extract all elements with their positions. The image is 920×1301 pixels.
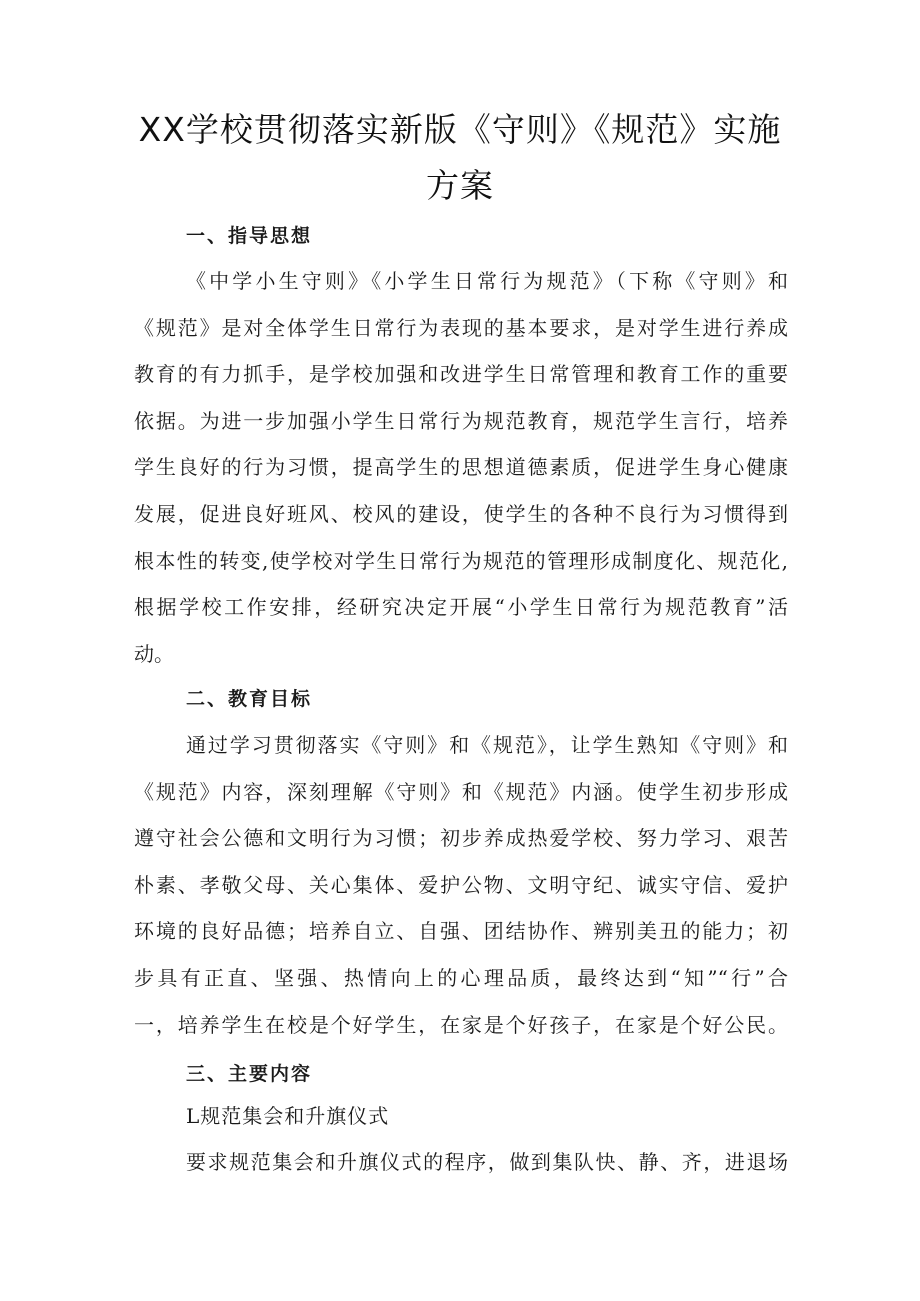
document-title-line-2: 方案 bbox=[426, 166, 494, 205]
paragraph-line: 根本性的转变,使学校对学生日常行为规范的管理形成制度化、规范化, bbox=[134, 548, 788, 573]
paragraph-line: 步具有正直、坚强、热情向上的心理品质，最终达到“知”“行”合 bbox=[134, 965, 788, 990]
paragraph-line: 学生良好的行为习惯，提高学生的思想道德素质，促进学生身心健康 bbox=[134, 455, 788, 480]
paragraph-line: 《规范》内容，深刻理解《守则》和《规范》内涵。使学生初步形成 bbox=[134, 779, 788, 804]
paragraph-line: 依据。为进一步加强小学生日常行为规范教育，规范学生言行，培养 bbox=[134, 408, 788, 433]
section-heading-guiding-ideology: 一、指导思想 bbox=[186, 225, 313, 247]
paragraph-line: 朴素、孝敬父母、关心集体、爱护公物、文明守纪、诚实守信、爱护 bbox=[134, 872, 788, 897]
paragraph-line: 通过学习贯彻落实《守则》和《规范》，让学生熟知《守则》和 bbox=[186, 733, 788, 757]
section-body-education-goals bbox=[134, 722, 788, 1048]
paragraph-line: 要求规范集会和升旗仪式的程序，做到集队快、静、齐，进退场 bbox=[186, 1150, 788, 1174]
paragraph-line: 《规范》是对全体学生日常行为表现的基本要求，是对学生进行养成 bbox=[134, 315, 788, 340]
paragraph-line: 动。 bbox=[134, 641, 174, 666]
section-heading-main-content: 三、主要内容 bbox=[186, 1063, 313, 1085]
paragraph-line: 发展，促进良好班风、校风的建设，使学生的各种不良行为习惯得到 bbox=[134, 501, 788, 526]
paragraph-line: 遵守社会公德和文明行为习惯；初步养成热爱学校、努力学习、艰苦 bbox=[134, 826, 788, 851]
paragraph-line: 教育的有力抓手，是学校加强和改进学生日常管理和教育工作的重要 bbox=[134, 362, 788, 387]
paragraph-line: 《中学小生守则》《小学生日常行为规范》（下称《守则》和 bbox=[186, 269, 788, 293]
subheading-assembly-flag-ceremony: L规范集会和升旗仪式 bbox=[186, 1104, 390, 1128]
section-heading-education-goals: 二、教育目标 bbox=[186, 688, 313, 710]
document-title-line-1: XX学校贯彻落实新版《守则》《规范》实施 bbox=[138, 110, 782, 149]
paragraph-line: 根据学校工作安排，经研究决定开展“小学生日常行为规范教育”活 bbox=[134, 595, 788, 620]
paragraph-line: 一，培养学生在校是个好学生，在家是个好孩子，在家是个好公民。 bbox=[134, 1012, 788, 1037]
section-body-guiding-ideology bbox=[134, 258, 788, 677]
paragraph-line: 环境的良好品德；培养自立、自强、团结协作、辨别美丑的能力；初 bbox=[134, 919, 788, 944]
